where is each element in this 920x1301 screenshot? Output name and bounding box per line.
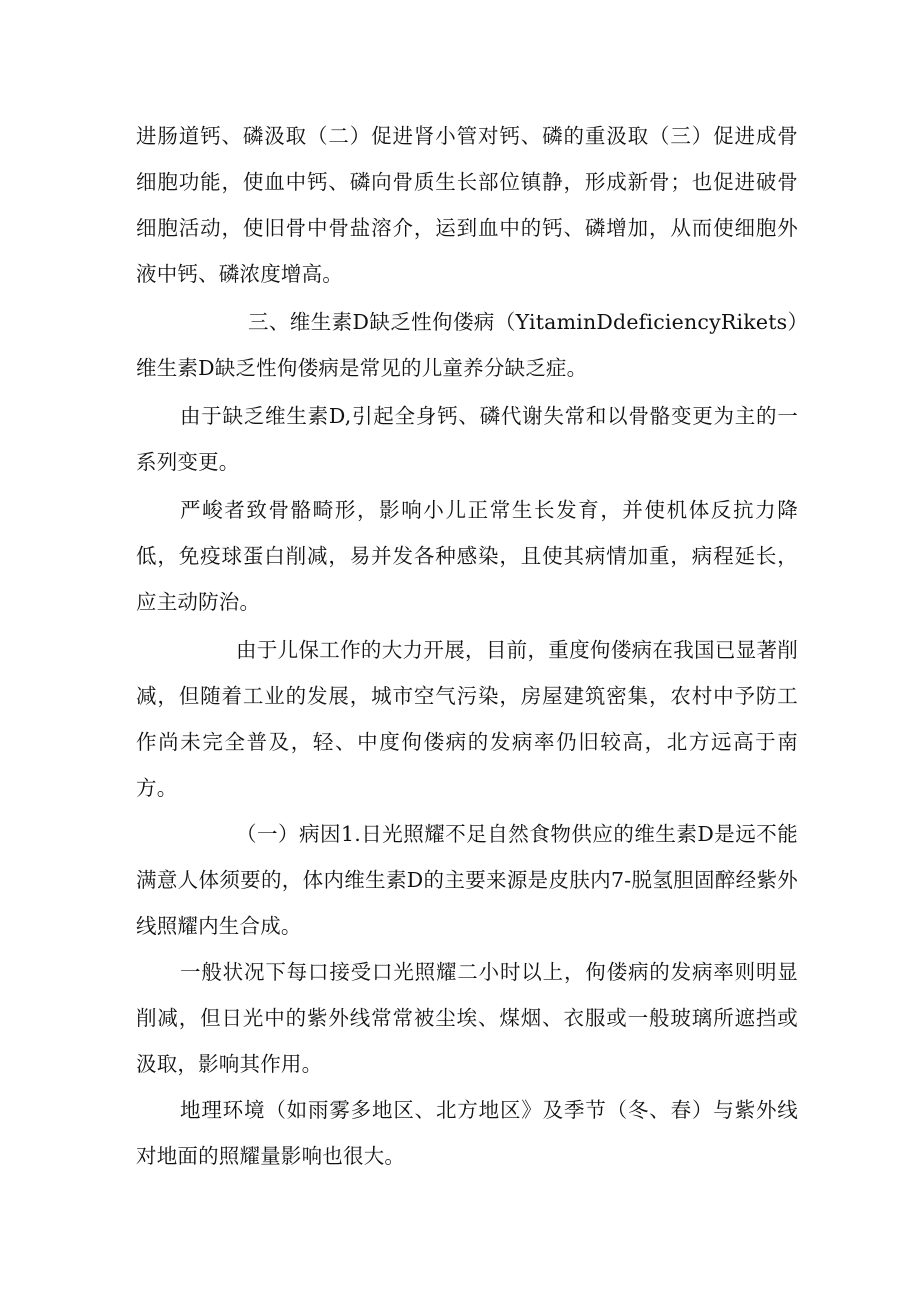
document-body: [136, 113, 798, 1179]
paragraph-sunlight-exposure: 一般状况下每口接受口光照耀二小时以上，佝偻病的发病率则明显削减，但日光中的紫外线常常被尘埃、煤烟、衣服或一般玻璃所遮挡或汲取，影响其作用。: [136, 960, 798, 1076]
paragraph-etiology: （一）病因1.日光照耀不足自然食物供应的维生素D是远不能满意人体须要的，体内维生素D的主要来源是皮肤内7-脱氢胆固醉经紫外线照耀内生合成。: [136, 822, 798, 938]
paragraph-severe-effects: 严峻者致骨骼畸形，影响小儿正常生长发育，并使机体反抗力降低，免疫球蛋白削减，易并发各种感染，且使其病情加重，病程延长，应主动防治。: [136, 498, 798, 614]
paragraph-section-three-heading: 三、维生素D缺乏性佝偻病（YitaminDdeficiencyRikets）维生素D缺乏性佝偻病是常见的儿童养分缺乏症。: [136, 310, 798, 380]
paragraph-metabolism-disorder: 由于缺乏维生素D,引起全身钙、磷代谢失常和以骨骼变更为主的一系列变更。: [136, 404, 798, 474]
paragraph-vitamin-d-functions: 进肠道钙、磷汲取（二）促进肾小管对钙、磷的重汲取（三）促进成骨细胞功能，使血中钙、磷向骨质生长部位镇静，形成新骨；也促进破骨细胞活动，使旧骨中骨盐溶介，运到血中的钙、磷增加，从而使细胞外液中钙、磷浓度增高。: [136, 124, 798, 286]
paragraph-prevalence: 由于儿保工作的大力开展，目前，重度佝偻病在我国已显著削减，但随着工业的发展，城市空气污染，房屋建筑密集，农村中予防工作尚未完全普及，轻、中度佝偻病的发病率仍旧较高，北方远高于南方。: [136, 638, 798, 800]
paragraph-geography-season: 地理环境（如雨雾多地区、北方地区》及季节（冬、春）与紫外线对地面的照耀量影响也很大。: [136, 1098, 798, 1168]
